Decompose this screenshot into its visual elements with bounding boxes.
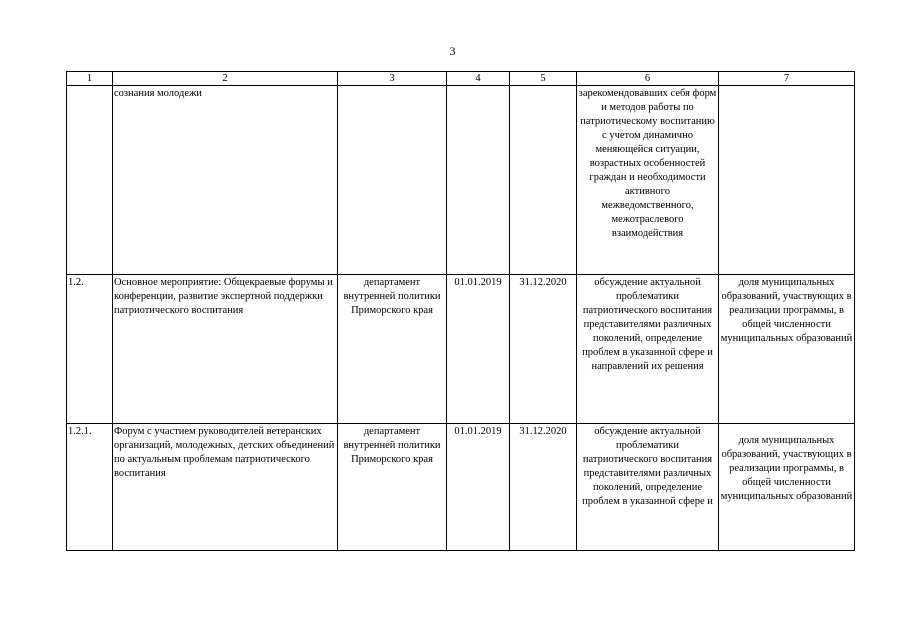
start-date: 01.01.2019 <box>447 275 510 424</box>
start-date <box>447 86 510 275</box>
row-number: 1.2. <box>67 275 113 424</box>
header-row <box>67 72 855 86</box>
measure-name: Основное мероприятие: Общекраевые форумы и конференции, развитие экспертной поддержки патриотического воспитания <box>113 275 338 424</box>
start-date: 01.01.2019 <box>447 424 510 551</box>
indicator: доля муниципальных образований, участвующих в реализации программы, в общей численности муниципальных образований <box>719 275 855 424</box>
expected-result: обсуждение актуальной проблематики патриотического воспитания представителями различных поколений, определение проблем в указанной сфере и направлений их решения <box>577 275 719 424</box>
table-row <box>67 86 855 275</box>
executor <box>338 86 447 275</box>
end-date: 31.12.2020 <box>510 275 577 424</box>
indicator <box>719 86 855 275</box>
measures-table <box>66 71 855 551</box>
header-cell-4: 4 <box>447 72 510 86</box>
table-row <box>67 275 855 424</box>
header-cell-7: 7 <box>719 72 855 86</box>
header-cell-5: 5 <box>510 72 577 86</box>
page-number: 3 <box>449 44 456 58</box>
measure-name: сознания молодежи <box>113 86 338 275</box>
executor: департамент внутренней политики Приморского края <box>338 275 447 424</box>
header-cell-6: 6 <box>577 72 719 86</box>
indicator: доля муниципальных образований, участвующих в реализации программы, в общей численности муниципальных образований <box>719 424 855 551</box>
executor: департамент внутренней политики Приморского края <box>338 424 447 551</box>
measure-name: Форум с участием руководителей ветеранских организаций, молодежных, детских объединений по актуальным проблемам патриотического воспитания <box>113 424 338 551</box>
header-cell-3: 3 <box>338 72 447 86</box>
header-cell-1: 1 <box>67 72 113 86</box>
end-date <box>510 86 577 275</box>
expected-result: обсуждение актуальной проблематики патриотического воспитания представителями различных поколений, определение проблем в указанной сфере и <box>577 424 719 551</box>
header-cell-2: 2 <box>113 72 338 86</box>
expected-result: зарекомендовавших себя форм и методов работы по патриотическому воспитанию с учетом динамично меняющейся ситуации, возрастных особенностей граждан и необходимости активного межведомственного, межотраслевого взаимодействия <box>577 86 719 275</box>
row-number: 1.2.1. <box>67 424 113 551</box>
end-date: 31.12.2020 <box>510 424 577 551</box>
table-row <box>67 424 855 551</box>
row-number <box>67 86 113 275</box>
